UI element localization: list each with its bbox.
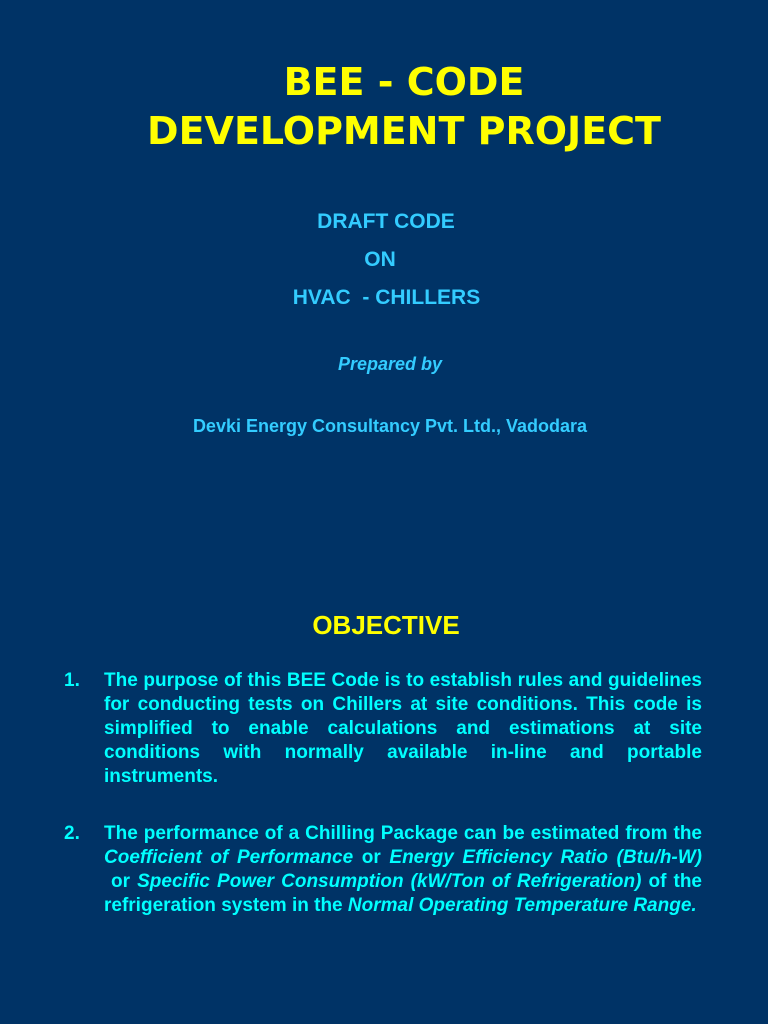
document-subtitle <box>0 203 768 317</box>
objective-item-2-or-1: or <box>353 847 390 868</box>
term-energy-efficiency-ratio: Energy Efficiency Ratio (Btu/h-W) <box>389 847 703 868</box>
term-normal-operating-temperature-range: Normal Operating Temperature Range. <box>347 895 697 916</box>
subtitle-line-1: DRAFT CODE <box>317 210 455 233</box>
subtitle-line-2: ON <box>364 248 396 271</box>
objective-item-2-number: 2. <box>64 823 80 844</box>
objective-item-1-text: The purpose of this BEE Code is to establish rules and guidelines for conducting tests on Chillers at site conditions. This code is simplified to enable calculations and estimations at site conditions with normally available in-line and portable instruments. <box>104 670 702 787</box>
organization-name: Devki Energy Consultancy Pvt. Ltd., Vadodara <box>192 416 588 436</box>
term-coefficient-of-performance: Coefficient of Performance <box>104 847 354 868</box>
main-title-line-2: DEVELOPMENT PROJECT <box>147 109 661 153</box>
objective-item-2-intro: The performance of a Chilling Package can be estimated from the <box>104 823 702 844</box>
main-title-line-1: BEE - CODE <box>283 60 525 104</box>
main-title <box>0 58 768 156</box>
objective-item-2-text <box>104 822 702 918</box>
term-specific-power-consumption: Specific Power Consumption (kW/Ton of Refrigeration) <box>137 871 642 892</box>
subtitle-line-3: HVAC - CHILLERS <box>292 286 481 309</box>
objective-heading: OBJECTIVE <box>312 610 460 640</box>
objective-item-2 <box>64 822 702 918</box>
objective-item-2-middle: of the refrigeration system in the <box>104 871 703 916</box>
objective-item-1-number: 1. <box>64 670 80 691</box>
objective-item-1 <box>64 669 702 789</box>
objective-item-2-or-2: or <box>104 871 138 892</box>
prepared-by-label: Prepared by <box>337 354 443 374</box>
